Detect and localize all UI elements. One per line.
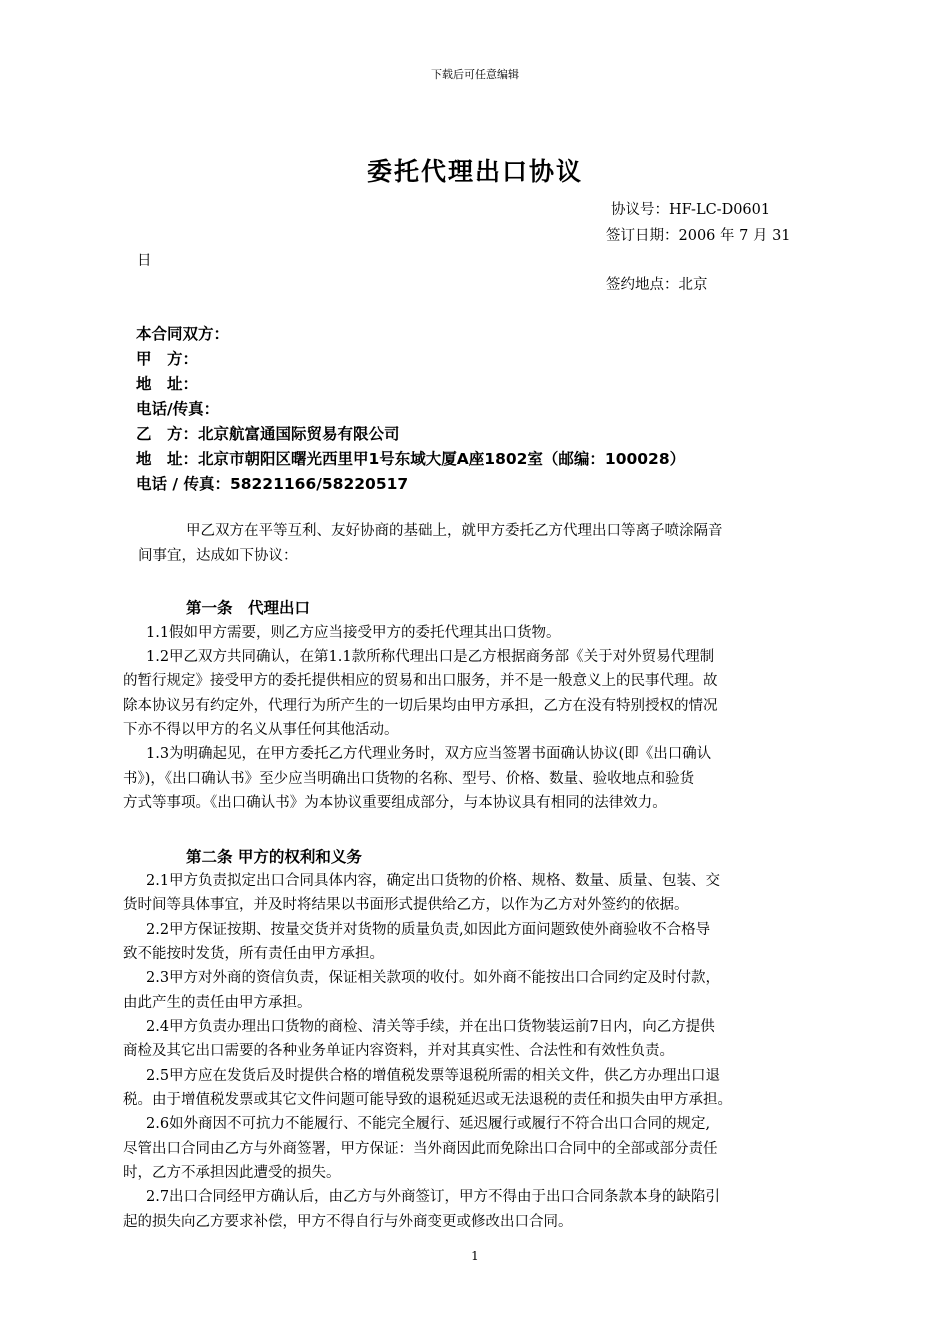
article-2-line: 税。由于增值税发票或其它文件问题可能导致的退税延迟或无法退税的责任和损失由甲方承担。 [123, 1092, 732, 1108]
sign-date-continuation: 日 [137, 253, 152, 269]
article-2-heading: 第二条 甲方的权利和义务 [186, 848, 362, 866]
party-b-address: 地 址：北京市朝阳区曙光西里甲1号东域大厦A座1802室（邮编：100028） [136, 450, 686, 468]
sign-date: 签订日期：2006 年 7 月 31 [606, 228, 791, 244]
sign-place: 签约地点：北京 [606, 277, 708, 293]
party-a-address: 地 址： [136, 375, 199, 393]
article-1-line: 下亦不得以甲方的名义从事任何其他活动。 [123, 722, 399, 738]
document-title: 委托代理出口协议 [366, 157, 583, 186]
article-2-line: 2.7出口合同经甲方确认后，由乙方与外商签订，甲方不得由于出口合同条款本身的缺陷引 [146, 1189, 721, 1205]
article-1-line: 1.3为明确起见，在甲方委托乙方代理业务时，双方应当签署书面确认协议(即《出口确认 [146, 746, 712, 762]
article-2-line: 2.5甲方应在发货后及时提供合格的增值税发票等退税所需的相关文件，供乙方办理出口退 [146, 1068, 721, 1084]
party-b-name: 乙 方：北京航富通国际贸易有限公司 [136, 425, 400, 443]
party-b-phone: 电话 / 传真：58221166/58220517 [136, 475, 409, 493]
preamble-line: 间事宜，达成如下协议： [138, 548, 298, 564]
article-1-line: 的暂行规定》接受甲方的委托提供相应的贸易和出口服务，并不是一般意义上的民事代理。故 [123, 673, 718, 689]
article-1-line: 1.1假如甲方需要，则乙方应当接受甲方的委托代理其出口货物。 [146, 625, 561, 641]
article-2-line: 致不能按时发货，所有责任由甲方承担。 [123, 946, 384, 962]
article-2-line: 时，乙方不承担因此遭受的损失。 [123, 1165, 341, 1181]
article-2-line: 2.4甲方负责办理出口货物的商检、清关等手续，并在出口货物装运前7日内，向乙方提供 [146, 1019, 715, 1035]
article-2-line: 2.3甲方对外商的资信负责，保证相关款项的收付。如外商不能按出口合同约定及时付款， [146, 970, 721, 986]
article-1-line: 书》)，《出口确认书》至少应当明确出口货物的名称、型号、价格、数量、验收地点和验货 [123, 771, 695, 787]
article-2-line: 货时间等具体事宜，并及时将结果以书面形式提供给乙方，以作为乙方对外签约的依据。 [123, 897, 689, 913]
header-note: 下载后可任意编辑 [431, 68, 519, 81]
preamble-line: 甲乙双方在平等互利、友好协商的基础上，就甲方委托乙方代理出口等离子喷涂隔音 [186, 523, 723, 539]
agreement-number: 协议号：HF-LC-D0601 [611, 202, 771, 218]
article-2-line: 由此产生的责任由甲方承担。 [123, 995, 312, 1011]
article-1-line: 1.2甲乙双方共同确认，在第1.1款所称代理出口是乙方根据商务部《关于对外贸易代理制 [146, 649, 715, 665]
party-a-phone: 电话/传真： [136, 400, 220, 418]
article-1-line: 除本协议另有约定外，代理行为所产生的一切后果均由甲方承担，乙方在没有特别授权的情况 [123, 698, 718, 714]
article-2-line: 商检及其它出口需要的各种业务单证内容资料，并对其真实性、合法性和有效性负责。 [123, 1043, 674, 1059]
article-2-line: 2.1甲方负责拟定出口合同具体内容，确定出口货物的价格、规格、数量、质量、包装、交 [146, 873, 721, 889]
article-2-line: 2.2甲方保证按期、按量交货并对货物的质量负责,如因此方面问题致使外商验收不合格导 [146, 922, 711, 938]
article-2-line: 起的损失向乙方要求补偿，甲方不得自行与外商变更或修改出口合同。 [123, 1214, 573, 1230]
article-2-line: 尽管出口合同由乙方与外商签署，甲方保证：当外商因此而免除出口合同中的全部或部分责任 [123, 1141, 718, 1157]
article-2-line: 2.6如外商因不可抗力不能履行、不能完全履行、延迟履行或履行不符合出口合同的规定, [146, 1116, 711, 1132]
article-1-heading: 第一条 代理出口 [186, 599, 311, 617]
party-a-name: 甲 方： [136, 350, 199, 368]
page-number: 1 [471, 1249, 479, 1263]
article-1-line: 方式等事项。《出口确认书》为本协议重要组成部分，与本协议具有相同的法律效力。 [123, 795, 667, 811]
parties-intro: 本合同双方： [136, 325, 230, 343]
